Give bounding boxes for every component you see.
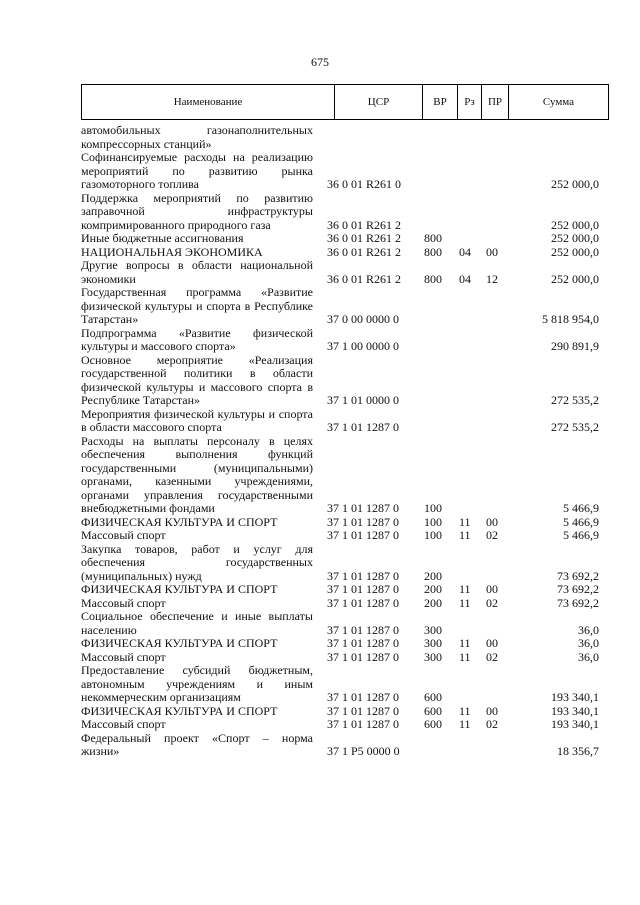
row-csr: 37 1 01 1287 0 xyxy=(327,568,399,583)
table-row xyxy=(81,435,609,516)
row-sum: 193 340,1 xyxy=(551,690,599,704)
row-name: ФИЗИЧЕСКАЯ КУЛЬТУРА И СПОРТ xyxy=(81,514,278,529)
row-rz: 11 xyxy=(459,514,471,529)
row-name: Социальное обеспечение и иные выплаты населению xyxy=(81,609,313,637)
row-vr: 300 xyxy=(424,636,442,650)
header-csr: ЦСР xyxy=(335,85,423,119)
table-row xyxy=(81,286,609,327)
row-name: Массовый спорт xyxy=(81,717,166,731)
row-pr: 00 xyxy=(486,703,498,718)
row-csr: 37 1 00 0000 0 xyxy=(327,339,399,353)
row-sum: 73 692,2 xyxy=(557,595,599,610)
row-sum: 5 466,9 xyxy=(563,514,599,529)
row-vr: 600 xyxy=(424,703,442,718)
row-csr: 37 1 01 1287 0 xyxy=(327,649,399,664)
row-name: Иные бюджетные ассигнования xyxy=(81,231,244,245)
row-pr: 00 xyxy=(486,582,498,596)
row-rz: 04 xyxy=(459,271,471,286)
row-csr: 36 0 01 R261 2 xyxy=(327,271,402,286)
row-name: Массовый спорт xyxy=(81,649,166,664)
row-vr: 200 xyxy=(424,595,442,610)
row-name: Массовый спорт xyxy=(81,595,166,610)
row-name: НАЦИОНАЛЬНАЯ ЭКОНОМИКА xyxy=(81,244,263,259)
row-sum: 73 692,2 xyxy=(557,568,599,583)
row-csr: 37 1 01 1287 0 xyxy=(327,703,399,718)
table-body xyxy=(81,124,609,759)
row-vr: 200 xyxy=(424,568,442,583)
row-vr: 100 xyxy=(424,528,442,542)
row-name: Расходы на выплаты персоналу в целях обеспечения выполнения функций государственными (муниципальными) органами, казенными учреждениями, органами управления государственными внебюджетными фондами xyxy=(81,433,313,515)
table-row xyxy=(81,718,609,732)
row-rz: 11 xyxy=(459,595,471,610)
row-rz: 04 xyxy=(459,244,471,259)
row-pr: 00 xyxy=(486,514,498,529)
row-pr: 02 xyxy=(486,595,498,610)
row-name: Основное мероприятие «Реализация государственной политики в области физической культуры и массового спорта в Республике Татарстан» xyxy=(81,352,313,407)
table-row xyxy=(81,705,609,719)
row-rz: 11 xyxy=(459,636,471,650)
row-vr: 300 xyxy=(424,622,442,637)
row-vr: 100 xyxy=(424,514,442,529)
row-csr: 37 1 01 0000 0 xyxy=(327,393,399,407)
header-name: Наименование xyxy=(82,85,335,119)
table-row xyxy=(81,408,609,435)
row-csr: 37 1 01 1287 0 xyxy=(327,528,399,542)
table-row xyxy=(81,732,609,759)
row-rz: 11 xyxy=(459,528,471,542)
table-row xyxy=(81,246,609,260)
table-row xyxy=(81,583,609,597)
row-sum: 252 000,0 xyxy=(551,244,599,259)
table-row xyxy=(81,597,609,611)
row-pr: 02 xyxy=(486,649,498,664)
row-sum: 36,0 xyxy=(578,636,599,650)
row-vr: 100 xyxy=(424,501,442,515)
row-name: автомобильных газонаполнительных компрессорных станций» xyxy=(81,123,313,151)
row-sum: 193 340,1 xyxy=(551,717,599,731)
row-sum: 5 466,9 xyxy=(563,528,599,542)
row-pr: 00 xyxy=(486,636,498,650)
row-name: Софинансируемые расходы на реализацию мероприятий по развитию рынка газомоторного топлива xyxy=(81,150,313,191)
header-sum: Сумма xyxy=(542,96,575,108)
row-vr: 800 xyxy=(424,244,442,259)
table-row xyxy=(81,354,609,408)
row-pr: 02 xyxy=(486,717,498,731)
row-rz: 11 xyxy=(459,582,471,596)
row-vr: 800 xyxy=(424,271,442,286)
row-csr: 37 1 01 1287 0 xyxy=(327,622,399,637)
row-csr: 37 1 01 1287 0 xyxy=(327,514,399,529)
table-row xyxy=(81,610,609,637)
row-vr: 200 xyxy=(424,582,442,596)
row-name: ФИЗИЧЕСКАЯ КУЛЬТУРА И СПОРТ xyxy=(81,703,278,718)
row-sum: 290 891,9 xyxy=(551,339,599,353)
row-csr: 37 1 P5 0000 0 xyxy=(327,744,400,758)
row-name: ФИЗИЧЕСКАЯ КУЛЬТУРА И СПОРТ xyxy=(81,636,278,650)
row-csr: 37 1 01 1287 0 xyxy=(327,690,399,704)
row-name: Подпрограмма «Развитие физической культуры и массового спорта» xyxy=(81,325,313,353)
row-name: Массовый спорт xyxy=(81,528,166,542)
row-csr: 37 1 01 1287 0 xyxy=(327,636,399,650)
row-sum: 193 340,1 xyxy=(551,703,599,718)
table-row xyxy=(81,651,609,665)
row-rz: 11 xyxy=(459,649,471,664)
row-sum: 252 000,0 xyxy=(551,231,599,245)
row-csr: 37 0 00 0000 0 xyxy=(327,312,399,326)
row-rz: 11 xyxy=(459,717,471,731)
row-csr: 36 0 01 R261 2 xyxy=(327,217,402,232)
row-sum: 36,0 xyxy=(578,622,599,637)
page-number: 675 xyxy=(311,55,329,69)
row-sum: 18 356,7 xyxy=(557,744,599,758)
row-rz: 11 xyxy=(459,703,471,718)
table-row xyxy=(81,192,609,233)
table-row xyxy=(81,664,609,705)
row-csr: 36 0 01 R261 2 xyxy=(327,244,402,259)
row-vr: 300 xyxy=(424,649,442,664)
row-vr: 600 xyxy=(424,690,442,704)
row-csr: 37 1 01 1287 0 xyxy=(327,595,399,610)
row-csr: 37 1 01 1287 0 xyxy=(327,582,399,596)
table-row xyxy=(81,543,609,584)
row-pr: 00 xyxy=(486,244,498,259)
table-row xyxy=(81,151,609,192)
row-pr: 02 xyxy=(486,528,498,542)
table-row xyxy=(81,259,609,286)
row-name: ФИЗИЧЕСКАЯ КУЛЬТУРА И СПОРТ xyxy=(81,582,278,596)
header-pr: ПР xyxy=(482,85,509,119)
row-sum: 252 000,0 xyxy=(551,271,599,286)
table-row xyxy=(81,327,609,354)
row-sum: 36,0 xyxy=(578,649,599,664)
row-sum: 5 466,9 xyxy=(563,501,599,515)
row-csr: 37 1 01 1287 0 xyxy=(327,501,399,515)
row-csr: 36 0 01 R261 2 xyxy=(327,231,402,245)
row-name: Другие вопросы в области национальной экономики xyxy=(81,258,313,286)
row-pr: 12 xyxy=(486,271,498,286)
row-name: Предоставление субсидий бюджетным, автономным учреждениям и иным некоммерческим организациям xyxy=(81,663,313,704)
table-row xyxy=(81,637,609,651)
table-header xyxy=(81,84,609,120)
row-sum: 272 535,2 xyxy=(551,420,599,434)
row-vr: 600 xyxy=(424,717,442,731)
row-name: Мероприятия физической культуры и спорта в области массового спорта xyxy=(81,406,313,434)
row-name: Закупка товаров, работ и услуг для обеспечения государственных (муниципальных) нужд xyxy=(81,541,313,583)
table-row xyxy=(81,232,609,246)
row-csr: 37 1 01 1287 0 xyxy=(327,717,399,731)
row-vr: 800 xyxy=(424,231,442,245)
table-row xyxy=(81,529,609,543)
header-vr: ВР xyxy=(423,85,458,119)
row-sum: 252 000,0 xyxy=(551,217,599,232)
row-name: Государственная программа «Развитие физической культуры и спорта в Республике Татарстан» xyxy=(81,285,313,326)
header-rz: Рз xyxy=(458,85,482,119)
row-sum: 5 818 954,0 xyxy=(542,312,599,326)
row-sum: 252 000,0 xyxy=(551,177,599,191)
row-sum: 272 535,2 xyxy=(551,393,599,407)
row-name: Федеральный проект «Спорт – норма жизни» xyxy=(81,730,313,758)
table-row xyxy=(81,124,609,151)
row-sum: 73 692,2 xyxy=(557,582,599,596)
row-csr: 36 0 01 R261 0 xyxy=(327,177,402,191)
row-csr: 37 1 01 1287 0 xyxy=(327,420,399,434)
table-row xyxy=(81,516,609,530)
row-name: Поддержка мероприятий по развитию заправочной инфраструктуры компримированного природного газа xyxy=(81,190,313,232)
